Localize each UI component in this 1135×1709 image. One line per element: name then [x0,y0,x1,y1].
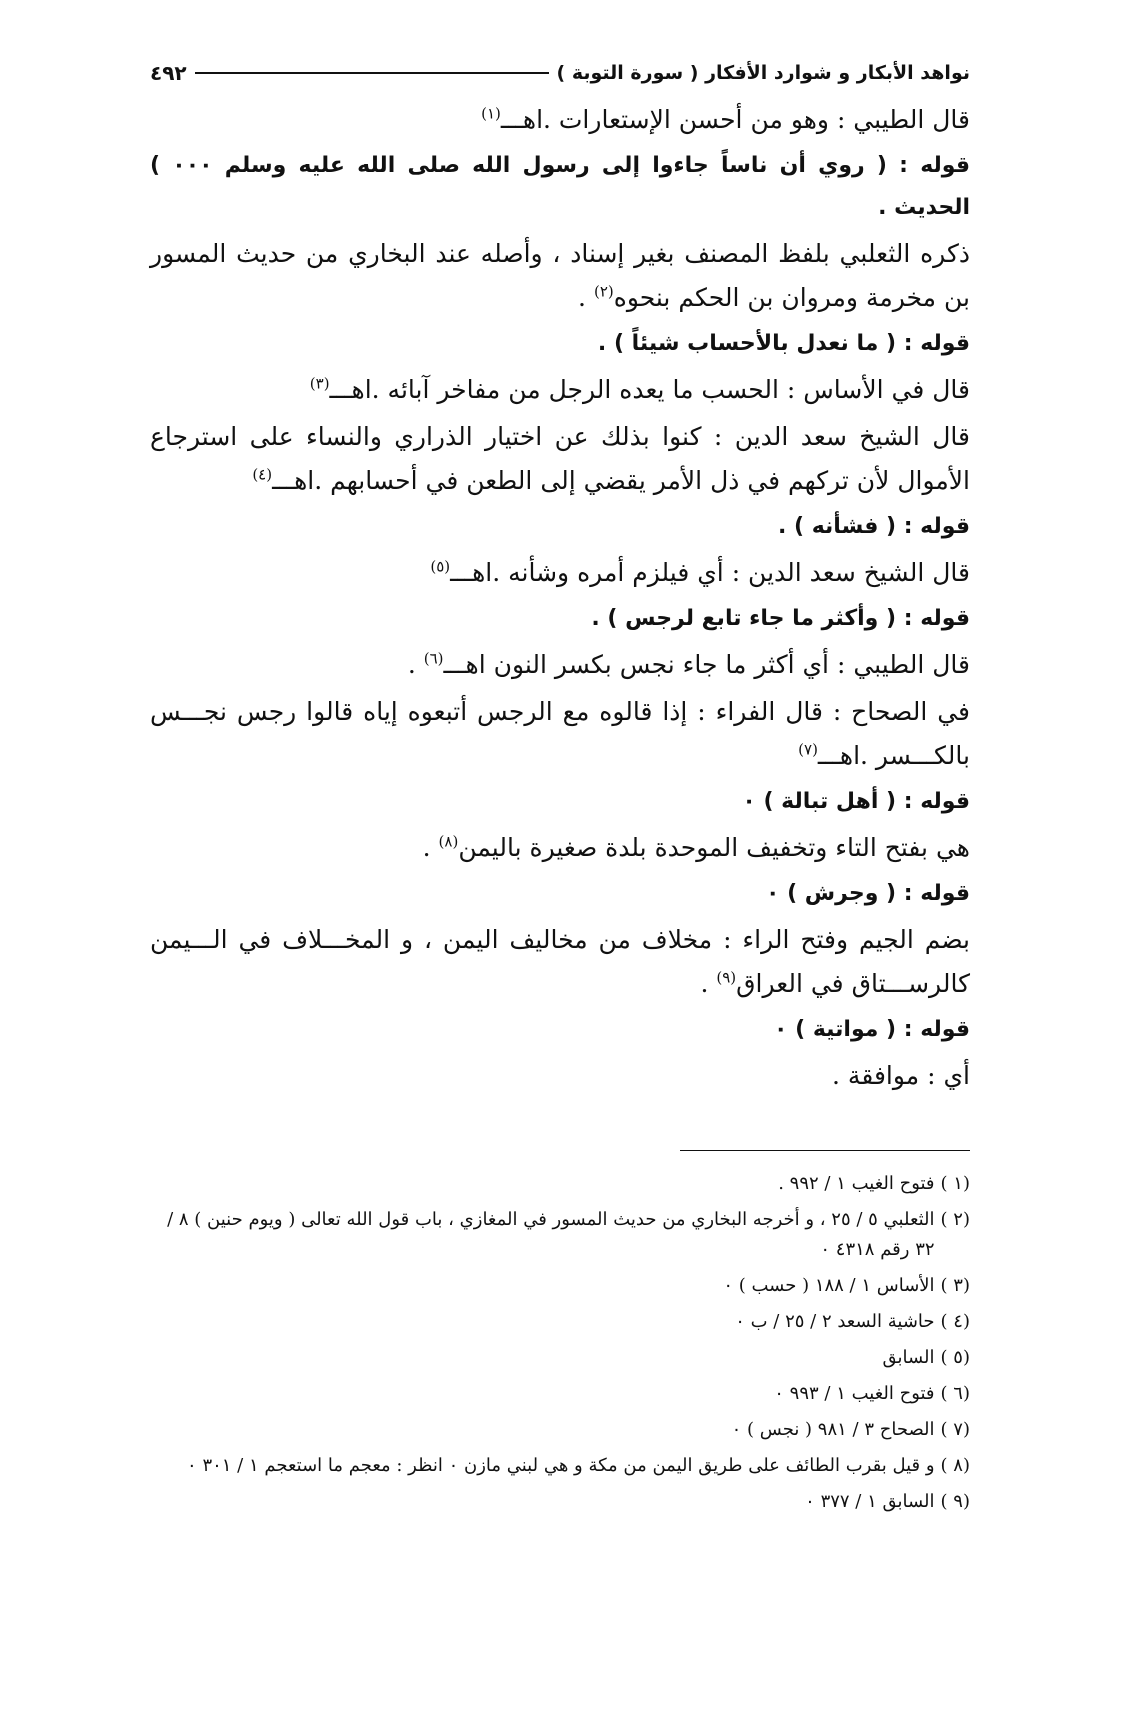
paragraph-text: بضم الجيم وفتح الراء : مخلاف من مخاليف اليمن ، و المخـــلاف في الـــيمن كالرســـتاق في العراق [150,925,970,998]
lemma-heading [150,506,970,548]
footnote-number: (٣ ) [940,1275,970,1296]
footnote-number: (١ ) [940,1173,970,1194]
paragraph-text: هي بفتح التاء وتخفيف الموحدة بلدة صغيرة باليمن [458,833,970,862]
footnote [150,1205,970,1265]
footnote [150,1451,970,1481]
paragraph-text: قوله : ( فشأنه ) . [777,514,970,539]
lemma-heading [150,598,970,640]
paragraph-text: قال الطيبي : أي أكثر ما جاء نجس بكسر النون اهـــ [443,650,970,679]
footnote-number: (٧ ) [940,1419,970,1440]
commentary-paragraph [150,826,970,870]
footnote-ref[interactable]: (٢) [593,282,614,301]
footnote-number: (٢ ) [940,1209,970,1230]
paragraph-text: ذكره الثعلبي بلفظ المصنف بغير إسناد ، وأصله عند البخاري من حديث المسور بن مخرمة ومروان بن الحكم بنحوه [150,239,970,312]
commentary-paragraph [150,918,970,1006]
paragraph-text: أي : موافقة . [832,1061,970,1090]
commentary-paragraph [150,232,970,320]
lemma-heading [150,781,970,823]
footnote-ref[interactable]: (٣) [309,374,330,393]
paragraph-text: قال الطيبي : وهو من أحسن الإستعارات .اهـــ [500,105,970,134]
footnote-text: فتوح الغيب ١ / ٩٩٣ ٠ [774,1383,935,1404]
footnote [150,1343,970,1373]
header-title: نواهد الأبكار و شوارد الأفكار ( سورة التوبة ) [556,62,970,84]
footnotes [150,1169,970,1517]
footnote-ref[interactable]: (٤) [252,465,273,484]
footnote [150,1307,970,1337]
page-number: ٤٩٢ [150,61,187,85]
footnote-ref[interactable]: (٧) [798,740,818,759]
header-rule [195,72,549,74]
commentary-paragraph [150,1054,970,1098]
footnote [150,1169,970,1199]
paragraph-text: قال في الأساس : الحسب ما يعده الرجل من مفاخر آبائه .اهـــ [329,375,970,404]
footnote-text: الصحاح ٣ / ٩٨١ ( نجس ) ٠ [731,1419,935,1440]
lemma-heading [150,873,970,915]
footnote-text: و قيل بقرب الطائف على طريق اليمن من مكة و هي لبني مازن ٠ انظر : معجم ما استعجم ١ / ٣٠١ ٠ [187,1455,935,1476]
footnote-text: السابق [882,1347,935,1368]
lemma-heading [150,1009,970,1051]
footnote-number: (٦ ) [940,1383,970,1404]
footnote-text: حاشية السعد ٢ / ٢٥ / ب ٠ [735,1311,935,1332]
commentary-paragraph [150,643,970,687]
footnote-ref[interactable]: (٩) [716,968,737,987]
page [150,56,970,1523]
paragraph-text: قوله : ( وأكثر ما جاء تابع لرجس ) . [591,606,970,631]
paragraph-text: قوله : ( أهل تبالة ) ٠ [742,789,970,814]
paragraph-text: قوله : ( روي أن ناساً جاءوا إلى رسول الله صلى الله عليه وسلم ٠٠٠ ) الحديث . [150,153,970,220]
footnote [150,1487,970,1517]
running-header [150,56,970,90]
commentary-paragraph [150,98,970,142]
footnote-ref[interactable]: (١) [481,104,501,123]
trailing-punctuation: . [578,283,594,312]
trailing-punctuation: . [407,650,424,679]
footnote-number: (٥ ) [940,1347,970,1368]
paragraph-text: قال الشيخ سعد الدين : أي فيلزم أمره وشأنه .اهـــ [450,558,970,587]
footnote-text: الثعلبي ٥ / ٢٥ ، و أخرجه البخاري من حديث المسور في المغازي ، باب قول الله تعالى ( ويوم حنين ) ٨ / ٣٢ رقم ٤٣١٨ ٠ [167,1209,935,1260]
footnote-text: الأساس ١ / ١٨٨ ( حسب ) ٠ [723,1275,935,1296]
lemma-heading [150,145,970,229]
footnote-text: فتوح الغيب ١ / ٩٩٢ . [778,1173,935,1194]
paragraph-text: قال الشيخ سعد الدين : كنوا بذلك عن اختيار الذراري والنساء على استرجاع الأموال لأن تركهم في ذل الأمر يقضي إلى الطعن في أحسابهم .اهـــ [150,422,970,495]
footnote-number: (٤ ) [940,1311,970,1332]
commentary-paragraph [150,368,970,412]
footnote-ref[interactable]: (٨) [438,832,459,851]
footnote [150,1379,970,1409]
footnote-ref[interactable]: (٥) [430,557,451,576]
commentary-paragraph [150,551,970,595]
footnote [150,1415,970,1445]
footnote-text: السابق ١ / ٣٧٧ ٠ [805,1491,935,1512]
commentary-paragraph [150,415,970,503]
footnote-number: (٨ ) [940,1455,970,1476]
paragraph-text: قوله : ( ما نعدل بالأحساب شيئاً ) . [597,331,970,356]
footnote [150,1271,970,1301]
trailing-punctuation: . [700,969,717,998]
paragraph-text: قوله : ( وجرش ) ٠ [765,881,970,906]
lemma-heading [150,323,970,365]
footnote-number: (٩ ) [940,1491,970,1512]
main-text [150,98,970,1098]
footnote-ref[interactable]: (٦) [423,649,444,668]
commentary-paragraph [150,690,970,778]
footnote-separator [680,1150,970,1151]
paragraph-text: في الصحاح : قال الفراء : إذا قالوه مع الرجس أتبعوه إياه قالوا رجس نجـــس بالكـــسر .اهـــ [150,697,970,770]
trailing-punctuation: . [422,833,439,862]
paragraph-text: قوله : ( مواتية ) ٠ [774,1017,970,1042]
